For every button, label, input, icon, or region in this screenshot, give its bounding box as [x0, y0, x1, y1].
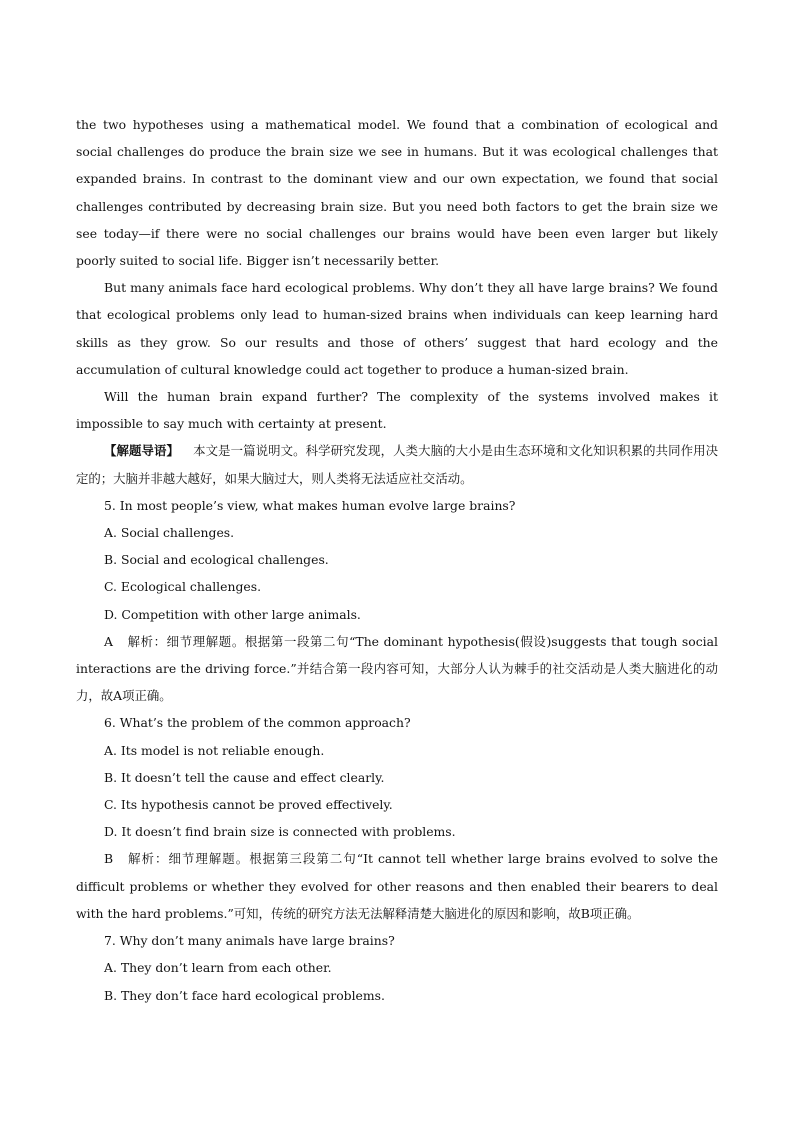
answer-explanation [76, 845, 718, 927]
question-stem: 7. Why don’t many animals have large brains? [104, 933, 395, 949]
passage-paragraph-1: the two hypotheses using a mathematical model. We found that a combination of ecological and social challenges do produce the brain size we see in humans. But it was ecological challenges that expanded brains. In contrast to the dominant view and our own expectation, we found that social challenges contributed by decreasing brain size. But you need both factors to get the brain size we see today—if there were no social challenges our brains would have been even larger but likely poorly suited to social life. Bigger isn’t necessarily better. [76, 117, 718, 269]
question-option: C. Its hypothesis cannot be proved effectively. [104, 797, 393, 813]
question-option: B. They don’t face hard ecological problems. [104, 987, 385, 1003]
answer-letter: A [104, 633, 113, 649]
explanation-text: 解析：细节理解题。根据第三段第二句“It cannot tell whether large brains evolved to solve the difficult problems or whether they evolved for other reasons and then enabled their bearers to deal with the hard problems.”可知，传统的研究方法无法解释清楚大脑进化的原因和影响，故B项正确。 [76, 851, 718, 921]
question-option: A. Its model is not reliable enough. [104, 742, 325, 758]
question-option: D. It doesn’t find brain size is connected with problems. [104, 824, 456, 840]
question-option: A. They don’t learn from each other. [104, 960, 332, 976]
question-option: D. Competition with other large animals. [104, 606, 361, 622]
answer-letter: B [104, 851, 114, 867]
passage-paragraph-2: But many animals face hard ecological problems. Why don’t they all have large brains? We found that ecological problems only lead to human-sized brains when individuals can keep learning hard skills as they grow. So our results and those of others’ suggest that hard ecology and the accumulation of cultural knowledge could act together to produce a human-sized brain. [76, 280, 718, 377]
passage-paragraph-3: Will the human brain expand further? The complexity of the systems involved makes it impossible to say much with certainty at present. [76, 389, 718, 432]
explanation-text: 解析：细节理解题。根据第一段第二句“The dominant hypothesis(假设)suggests that tough social interactions are the driving force.”并结合第一段内容可知，大部分人认为棘手的社交活动是人类大脑进化的动力，故A项正确。 [76, 633, 718, 704]
question-stem: 5. In most people’s view, what makes human evolve large brains? [104, 497, 516, 513]
reading-guide [76, 437, 718, 491]
question-option: C. Ecological challenges. [104, 579, 262, 595]
question-option: A. Social challenges. [104, 525, 235, 541]
question-option: B. Social and ecological challenges. [104, 552, 329, 568]
reading-guide-label: 【解题导语】 [104, 443, 179, 459]
question-option: B. It doesn’t tell the cause and effect clearly. [104, 769, 385, 785]
reading-guide-text: 本文是一篇说明文。科学研究发现，人类大脑的大小是由生态环境和文化知识积累的共同作用决定的；大脑并非越大越好，如果大脑过大，则人类将无法适应社交活动。 [76, 443, 718, 486]
answer-explanation [76, 628, 718, 710]
document-content [76, 111, 718, 1009]
question-stem: 6. What’s the problem of the common approach? [104, 715, 411, 731]
